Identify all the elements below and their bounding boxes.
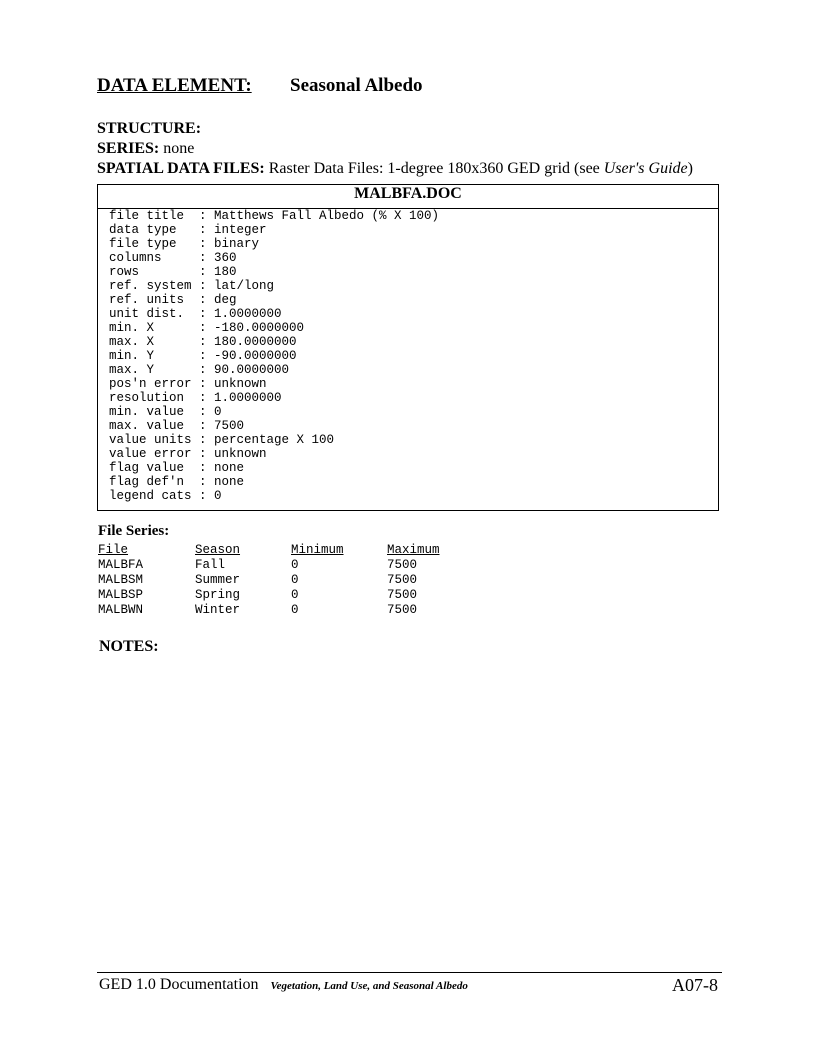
doc-file-title: MALBFA.DOC [354, 185, 462, 202]
doc-line: value units : percentage X 100 [109, 433, 335, 447]
table-cell: Fall [195, 558, 226, 572]
notes-label: NOTES: [99, 638, 159, 655]
doc-line: max. Y : 90.0000000 [109, 363, 290, 377]
table-header-cell: File [98, 543, 129, 557]
doc-metadata-lines [109, 209, 439, 503]
doc-line: ref. units : deg [109, 293, 237, 307]
doc-line: file type : binary [109, 237, 260, 251]
table-cell: Spring [195, 588, 241, 602]
doc-line: max. value : 7500 [109, 419, 245, 433]
table-header-cell: Maximum [387, 543, 440, 557]
table-cell: 7500 [387, 588, 418, 602]
doc-line: ref. system : lat/long [109, 279, 275, 293]
table-cell: 0 [291, 603, 299, 617]
doc-line: rows : 180 [109, 265, 237, 279]
spatial-data-text: Raster Data Files: 1-degree 180x360 GED grid (see [268, 160, 604, 177]
doc-line: flag def'n : none [109, 475, 245, 489]
table-cell: 0 [291, 573, 299, 587]
series-value: none [163, 140, 195, 157]
footer-doc-title [99, 976, 468, 994]
table-cell: MALBSP [98, 588, 144, 602]
table-cell: 7500 [387, 603, 418, 617]
users-guide-ref: User's Guide [603, 160, 688, 177]
doc-line: max. X : 180.0000000 [109, 335, 297, 349]
spatial-data-close: ) [687, 160, 693, 177]
doc-line: data type : integer [109, 223, 267, 237]
table-cell: 7500 [387, 558, 418, 572]
table-cell: MALBSM [98, 573, 144, 587]
doc-line: min. X : -180.0000000 [109, 321, 305, 335]
doc-line: min. Y : -90.0000000 [109, 349, 297, 363]
table-cell: 0 [291, 558, 299, 572]
doc-line: resolution : 1.0000000 [109, 391, 282, 405]
spatial-data-label: SPATIAL DATA FILES: [97, 160, 265, 177]
table-cell: 7500 [387, 573, 418, 587]
doc-file-box [97, 184, 719, 511]
table-cell: MALBFA [98, 558, 144, 572]
table-cell: 0 [291, 588, 299, 602]
doc-line: columns : 360 [109, 251, 237, 265]
doc-line: file title : Matthews Fall Albedo (% X 100) [109, 209, 440, 223]
table-header-cell: Season [195, 543, 241, 557]
doc-line: min. value : 0 [109, 405, 222, 419]
series-label: SERIES: [97, 140, 160, 157]
doc-line: legend cats : 0 [109, 489, 222, 503]
table-cell: MALBWN [98, 603, 144, 617]
footer-subtitle: Vegetation, Land Use, and Seasonal Albedo [270, 980, 468, 992]
file-series-title: File Series: [98, 523, 170, 539]
spatial-data-line [97, 160, 693, 178]
series-line [97, 140, 194, 158]
footer-doc-name: GED 1.0 Documentation [99, 976, 259, 993]
footer-divider [97, 972, 722, 973]
doc-line: value error : unknown [109, 447, 267, 461]
data-element-title: Seasonal Albedo [290, 75, 423, 96]
data-element-label: DATA ELEMENT: [97, 75, 252, 96]
doc-line: flag value : none [109, 461, 245, 475]
table-header-cell: Minimum [291, 543, 344, 557]
doc-line: pos'n error : unknown [109, 377, 267, 391]
doc-line: unit dist. : 1.0000000 [109, 307, 282, 321]
table-cell: Summer [195, 573, 241, 587]
structure-label: STRUCTURE: [97, 120, 202, 137]
page-number: A07-8 [672, 975, 718, 995]
table-cell: Winter [195, 603, 241, 617]
